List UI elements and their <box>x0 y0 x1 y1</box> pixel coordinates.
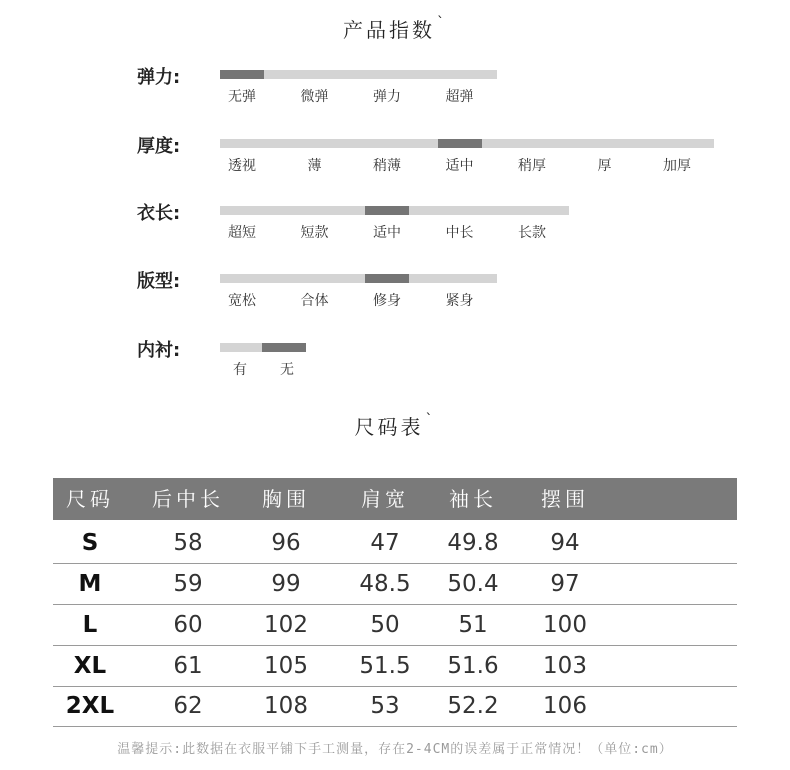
measurement-cell: 106 <box>543 693 587 719</box>
attr-option-thickness: 薄 <box>307 158 322 174</box>
measurement-cell: 97 <box>550 571 580 597</box>
attr-selected-thickness <box>438 139 482 148</box>
measurement-cell: 61 <box>173 653 203 679</box>
size-chart-title-tick: ˋ <box>425 412 436 428</box>
size-chart-title-text: 尺码表 <box>354 415 424 439</box>
attr-track-length <box>220 206 569 215</box>
measurement-cell: 50 <box>370 612 400 638</box>
attr-selected-lining <box>262 343 306 352</box>
attr-option-length: 长款 <box>518 225 546 241</box>
attr-track-thickness <box>220 139 714 148</box>
measurement-cell: 100 <box>543 612 587 638</box>
measurement-cell: 49.8 <box>447 530 499 556</box>
attr-option-length: 中长 <box>445 225 474 241</box>
attr-option-elasticity: 弹力 <box>373 89 401 105</box>
attr-option-elasticity: 超弹 <box>445 89 474 105</box>
measurement-cell: 96 <box>271 530 301 556</box>
size-label: 2XL <box>65 693 115 719</box>
measurement-cell: 53 <box>370 693 400 719</box>
size-label: S <box>81 530 99 556</box>
attr-option-thickness: 加厚 <box>663 158 691 174</box>
size-table-header <box>53 478 737 520</box>
attr-option-lining: 无 <box>280 362 294 378</box>
header-chest: 胸围 <box>262 487 310 511</box>
measurement-cell: 50.4 <box>447 571 499 597</box>
product-index-title-text: 产品指数 <box>343 18 435 42</box>
size-chart-title <box>0 411 790 440</box>
attr-track-lining <box>220 343 306 352</box>
measurement-cell: 52.2 <box>447 693 499 719</box>
table-row <box>53 523 737 564</box>
measurement-cell: 108 <box>264 693 308 719</box>
attr-option-length: 适中 <box>373 225 401 241</box>
table-row <box>53 646 737 687</box>
header-back-length: 后中长 <box>152 487 224 511</box>
attr-selected-fit <box>365 274 409 283</box>
size-label: XL <box>73 653 107 679</box>
attr-label-fit: 版型: <box>137 271 181 292</box>
measurement-cell: 60 <box>173 612 203 638</box>
size-label: L <box>82 612 98 638</box>
measurement-cell: 103 <box>543 653 587 679</box>
measurement-cell: 51.5 <box>359 653 411 679</box>
product-index-title-tick: ˋ <box>437 15 447 31</box>
attr-option-length: 短款 <box>300 225 329 241</box>
measurement-cell: 51 <box>458 612 488 638</box>
measurement-cell: 51.6 <box>447 653 499 679</box>
attr-label-length: 衣长: <box>137 203 181 224</box>
table-row <box>53 564 737 605</box>
attr-option-thickness: 稍薄 <box>373 158 401 174</box>
attr-option-lining: 有 <box>233 362 247 378</box>
header-hem: 摆围 <box>541 487 589 511</box>
attr-option-elasticity: 微弹 <box>300 89 329 105</box>
header-shoulder: 肩宽 <box>361 487 409 511</box>
attr-selected-length <box>365 206 409 215</box>
attr-option-fit: 修身 <box>373 293 401 309</box>
measurement-cell: 105 <box>264 653 308 679</box>
table-row <box>53 686 737 727</box>
size-label: M <box>78 571 102 597</box>
table-row <box>53 605 737 646</box>
measurement-cell: 48.5 <box>359 571 411 597</box>
measurement-cell: 62 <box>173 693 203 719</box>
attr-option-fit: 宽松 <box>228 293 256 309</box>
attr-option-fit: 紧身 <box>445 293 474 309</box>
product-index-title <box>0 14 790 43</box>
header-sleeve: 袖长 <box>449 487 497 511</box>
measurement-cell: 58 <box>173 530 203 556</box>
attr-label-lining: 内衬: <box>137 340 181 361</box>
attr-option-elasticity: 无弹 <box>228 89 256 105</box>
measurement-cell: 102 <box>264 612 308 638</box>
footnote: 温馨提示:此数据在衣服平铺下手工测量，存在2-4CM的误差属于正常情况！（单位:cm） <box>117 742 673 757</box>
attr-selected-elasticity <box>220 70 264 79</box>
attr-option-thickness: 透视 <box>228 158 256 174</box>
attr-label-elasticity: 弹力: <box>137 67 181 88</box>
attr-label-thickness: 厚度: <box>137 136 181 157</box>
measurement-cell: 99 <box>271 571 301 597</box>
header-size: 尺码 <box>66 487 114 511</box>
attr-option-thickness: 稍厚 <box>518 158 546 174</box>
measurement-cell: 94 <box>550 530 580 556</box>
attr-track-elasticity <box>220 70 497 79</box>
attr-track-fit <box>220 274 497 283</box>
attr-option-length: 超短 <box>228 225 256 241</box>
attr-option-fit: 合体 <box>300 293 329 309</box>
measurement-cell: 47 <box>370 530 400 556</box>
measurement-cell: 59 <box>173 571 203 597</box>
attr-option-thickness: 适中 <box>445 158 474 174</box>
attr-option-thickness: 厚 <box>597 158 612 174</box>
